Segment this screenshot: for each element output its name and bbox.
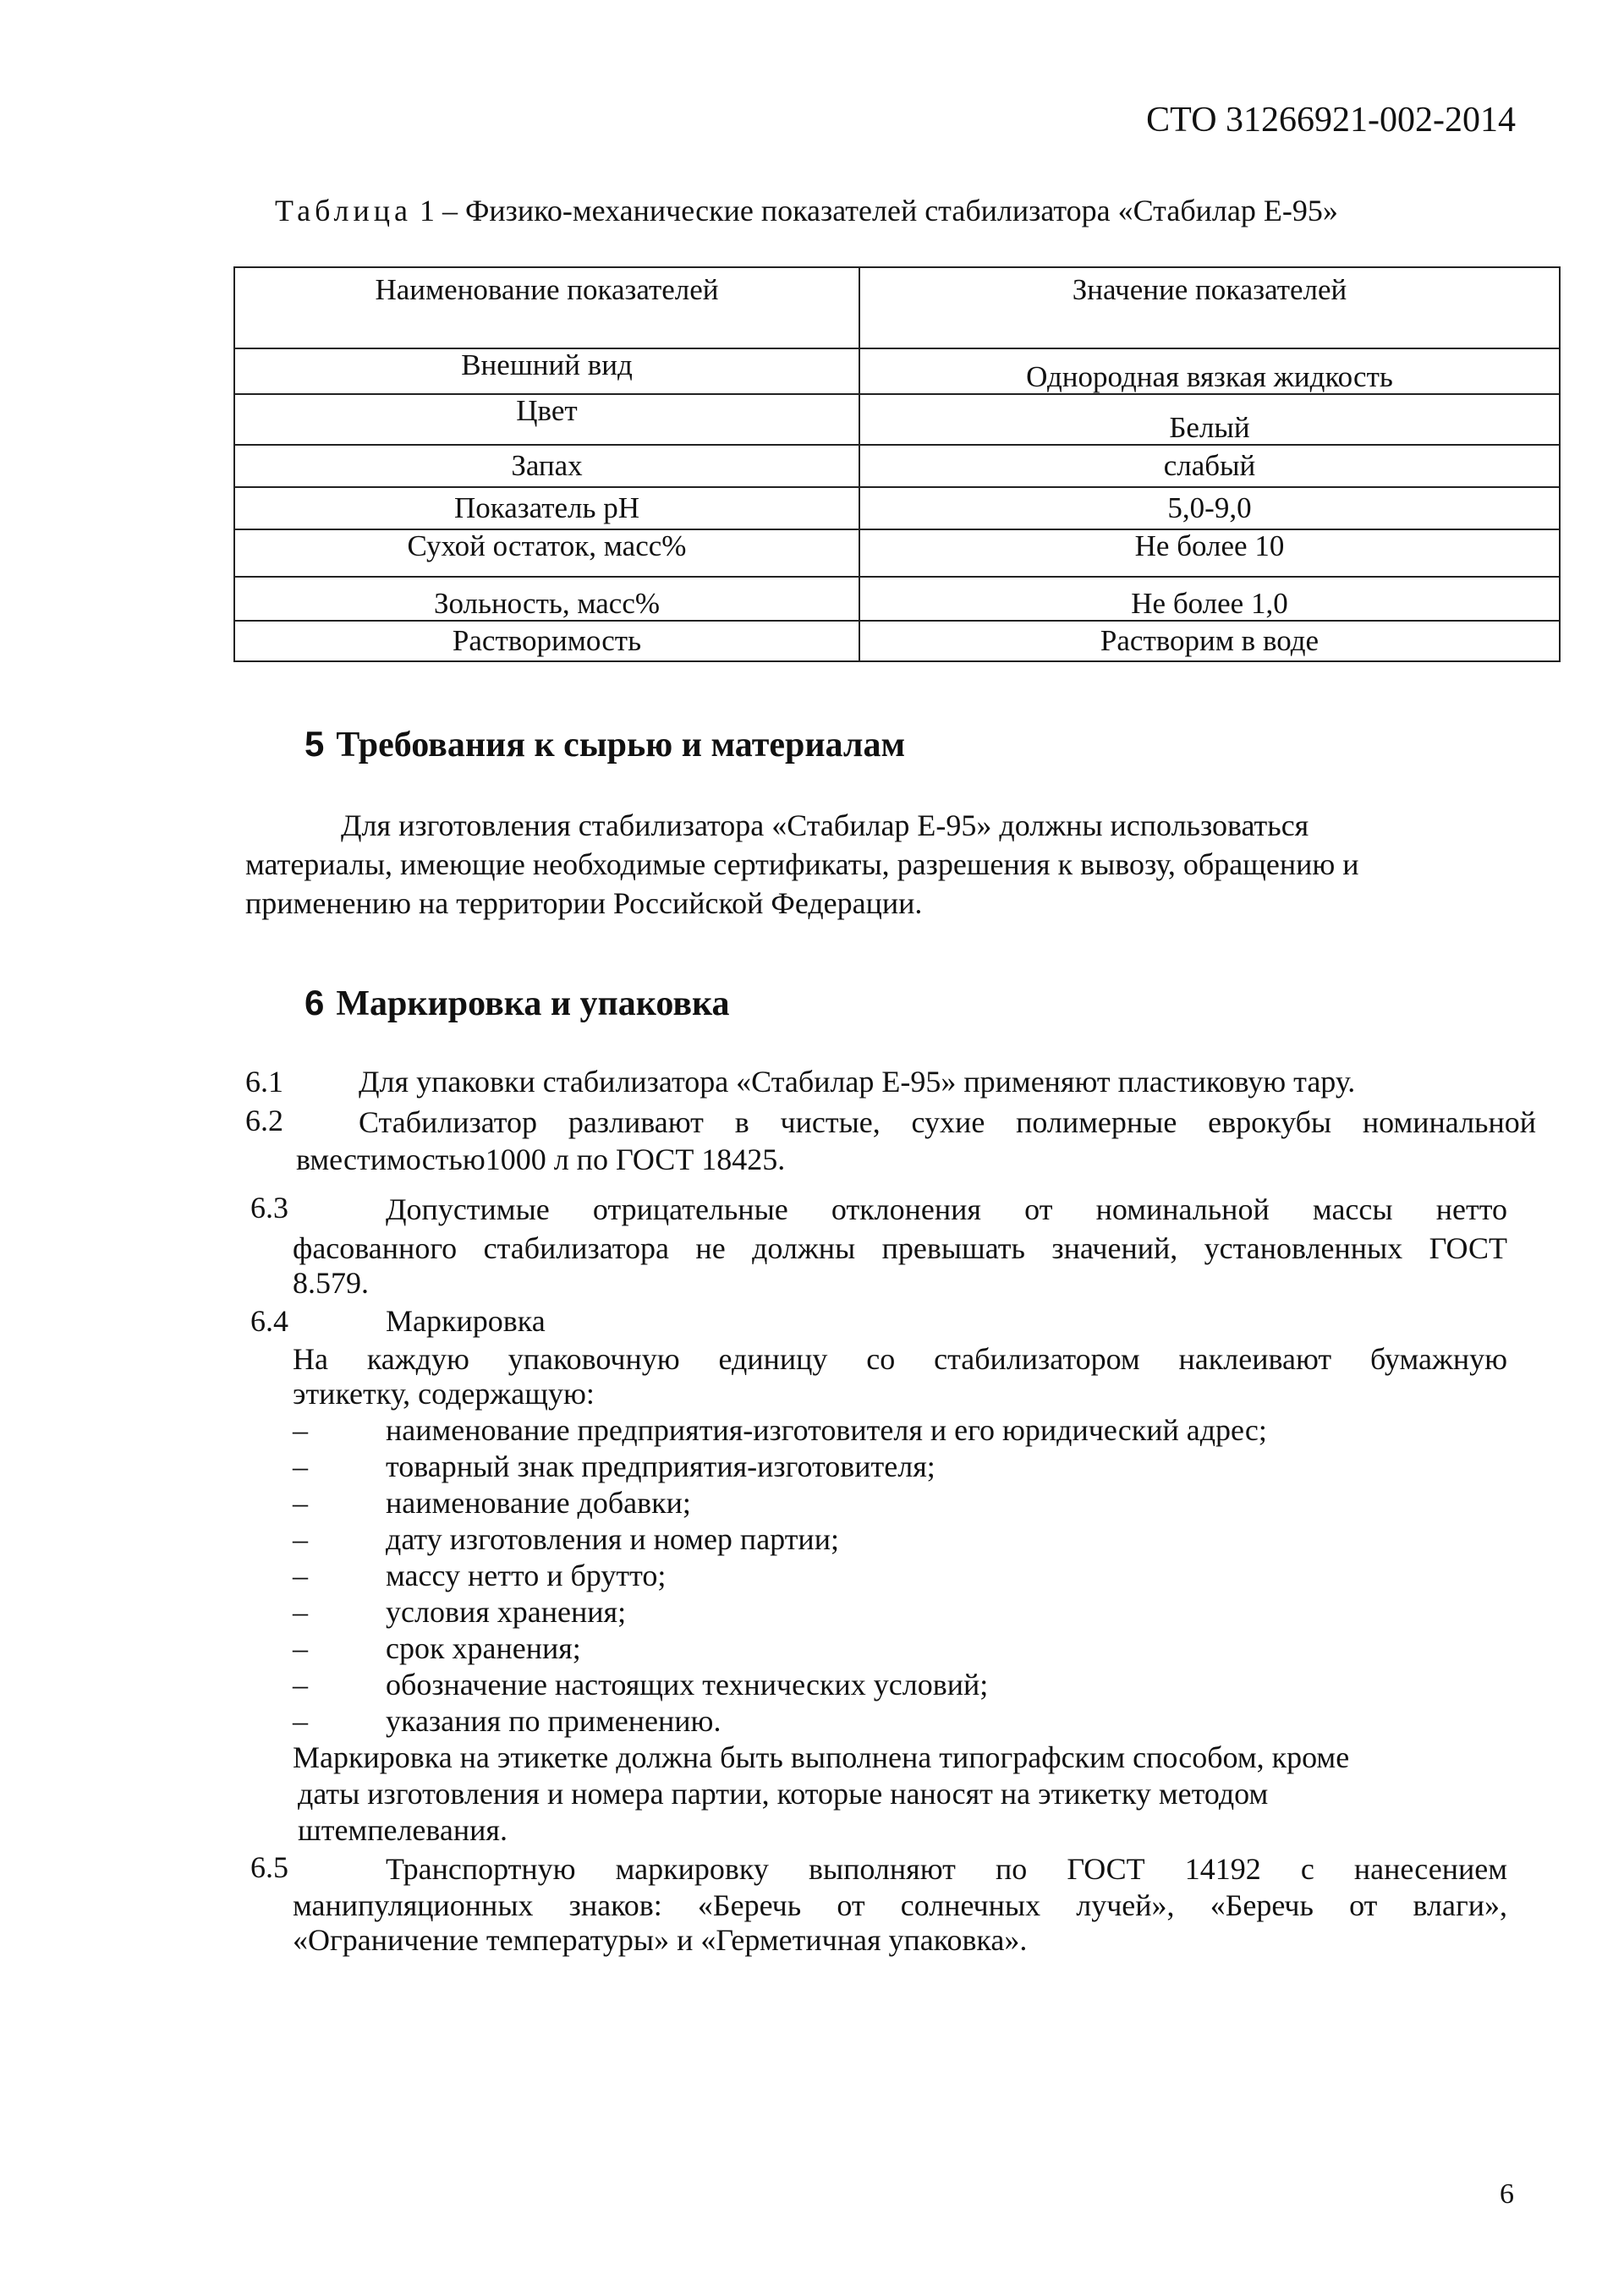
table-caption xyxy=(275,193,1338,228)
table-cell-value: Не более 1,0 xyxy=(859,577,1560,621)
table-cell-value: Не более 10 xyxy=(859,529,1560,577)
list-dash: – xyxy=(293,1631,308,1665)
document-code: СТО 31266921-002-2014 xyxy=(1146,101,1516,140)
table-cell-value: Однородная вязкая жидкость xyxy=(859,348,1560,394)
item-6-2-line-2: вместимостью1000 л по ГОСТ 18425. xyxy=(296,1143,786,1176)
item-6-4-outro-line-3: штемпелевания. xyxy=(298,1813,508,1847)
list-item: дату изготовления и номер партии; xyxy=(386,1522,839,1556)
table-cell-value: 5,0-9,0 xyxy=(859,487,1560,529)
section-6-heading xyxy=(304,983,730,1024)
section-5-para-line-2: материалы, имеющие необходимые сертификаты, разрешения к вывозу, обращению и xyxy=(245,847,1359,881)
list-dash: – xyxy=(293,1559,308,1592)
table-cell-name: Растворимость xyxy=(234,621,859,661)
section-6-number: 6 xyxy=(304,983,325,1022)
list-item: наименование предприятия-изготовителя и его юридический адрес; xyxy=(386,1413,1267,1447)
section-5-heading xyxy=(304,724,905,765)
column-header-value: Значение показателей xyxy=(859,267,1560,348)
item-6-3-line-1: Допустимые отрицательные отклонения от номинальной массы нетто xyxy=(386,1192,1507,1226)
item-6-4-intro-line-1: На каждую упаковочную единицу со стабилизатором наклеивают бумажную xyxy=(293,1342,1507,1376)
table-row xyxy=(234,577,1560,621)
list-dash: – xyxy=(293,1595,308,1629)
item-6-2-number: 6.2 xyxy=(245,1104,283,1137)
item-6-4-outro-line-1: Маркировка на этикетке должна быть выполнена типографским способом, кроме xyxy=(293,1740,1350,1774)
list-item: указания по применению. xyxy=(386,1704,721,1738)
list-item: срок хранения; xyxy=(386,1631,581,1665)
item-6-4-intro-line-2: этикетку, содержащую: xyxy=(293,1377,595,1411)
section-5-number: 5 xyxy=(304,724,325,764)
table-cell-name: Внешний вид xyxy=(234,348,859,394)
table-cell-name: Показатель pH xyxy=(234,487,859,529)
table-caption-prefix: Таблица xyxy=(275,194,412,227)
table-cell-name: Цвет xyxy=(234,394,859,445)
list-dash: – xyxy=(293,1449,308,1483)
table-cell-value: слабый xyxy=(859,445,1560,487)
table-row xyxy=(234,348,1560,394)
table-cell-name: Зольность, масс% xyxy=(234,577,859,621)
list-dash: – xyxy=(293,1413,308,1447)
item-6-2-line-1: Стабилизатор разливают в чистые, сухие полимерные еврокубы номинальной xyxy=(359,1105,1536,1139)
item-6-1-number: 6.1 xyxy=(245,1065,283,1099)
table-row xyxy=(234,445,1560,487)
section-5-para-line-3: применению на территории Российской Федерации. xyxy=(245,886,923,920)
list-item: условия хранения; xyxy=(386,1595,627,1629)
table-cell-name: Сухой остаток, масс% xyxy=(234,529,859,577)
table-header-row xyxy=(234,267,1560,348)
item-6-3-line-3: 8.579. xyxy=(293,1266,369,1300)
table-cell-value: Белый xyxy=(859,394,1560,445)
list-dash: – xyxy=(293,1486,308,1520)
table-row xyxy=(234,394,1560,445)
list-item: массу нетто и брутто; xyxy=(386,1559,667,1592)
item-6-3-number: 6.3 xyxy=(250,1191,288,1225)
item-6-1-text: Для упаковки стабилизатора «Стабилар Е-95» применяют пластиковую тару. xyxy=(359,1065,1356,1099)
item-6-5-number: 6.5 xyxy=(250,1850,288,1884)
section-5-para-line-1: Для изготовления стабилизатора «Стабилар Е-95» должны использоваться xyxy=(341,808,1309,842)
list-item: наименование добавки; xyxy=(386,1486,691,1520)
section-5-title: Требования к сырью и материалам xyxy=(336,726,906,764)
item-6-5-line-1: Транспортную маркировку выполняют по ГОСТ 14192 с нанесением xyxy=(386,1852,1507,1886)
section-6-title: Маркировка и упаковка xyxy=(336,984,730,1023)
list-dash: – xyxy=(293,1522,308,1556)
item-6-4-outro-line-2: даты изготовления и номера партии, которые наносят на этикетку методом xyxy=(298,1777,1269,1811)
page-number: 6 xyxy=(1500,2178,1514,2210)
list-item: товарный знак предприятия-изготовителя; xyxy=(386,1449,935,1483)
table-row xyxy=(234,529,1560,577)
table-cell-value: Растворим в воде xyxy=(859,621,1560,661)
item-6-4-number: 6.4 xyxy=(250,1304,288,1338)
item-6-5-line-2: манипуляционных знаков: «Беречь от солнечных лучей», «Беречь от влаги», xyxy=(293,1888,1507,1922)
column-header-name: Наименование показателей xyxy=(234,267,859,348)
item-6-3-line-2: фасованного стабилизатора не должны превышать значений, установленных ГОСТ xyxy=(293,1231,1507,1265)
list-item: обозначение настоящих технических условий; xyxy=(386,1668,989,1701)
table-cell-name: Запах xyxy=(234,445,859,487)
item-6-5-line-3: «Ограничение температуры» и «Герметичная упаковка». xyxy=(293,1923,1028,1957)
item-6-4-title: Маркировка xyxy=(386,1304,546,1338)
table-row xyxy=(234,487,1560,529)
table-row xyxy=(234,621,1560,661)
list-dash: – xyxy=(293,1668,308,1701)
list-dash: – xyxy=(293,1704,308,1738)
properties-table xyxy=(233,266,1561,662)
table-caption-text: 1 – Физико-механические показателей стабилизатора «Стабилар Е-95» xyxy=(419,194,1338,227)
